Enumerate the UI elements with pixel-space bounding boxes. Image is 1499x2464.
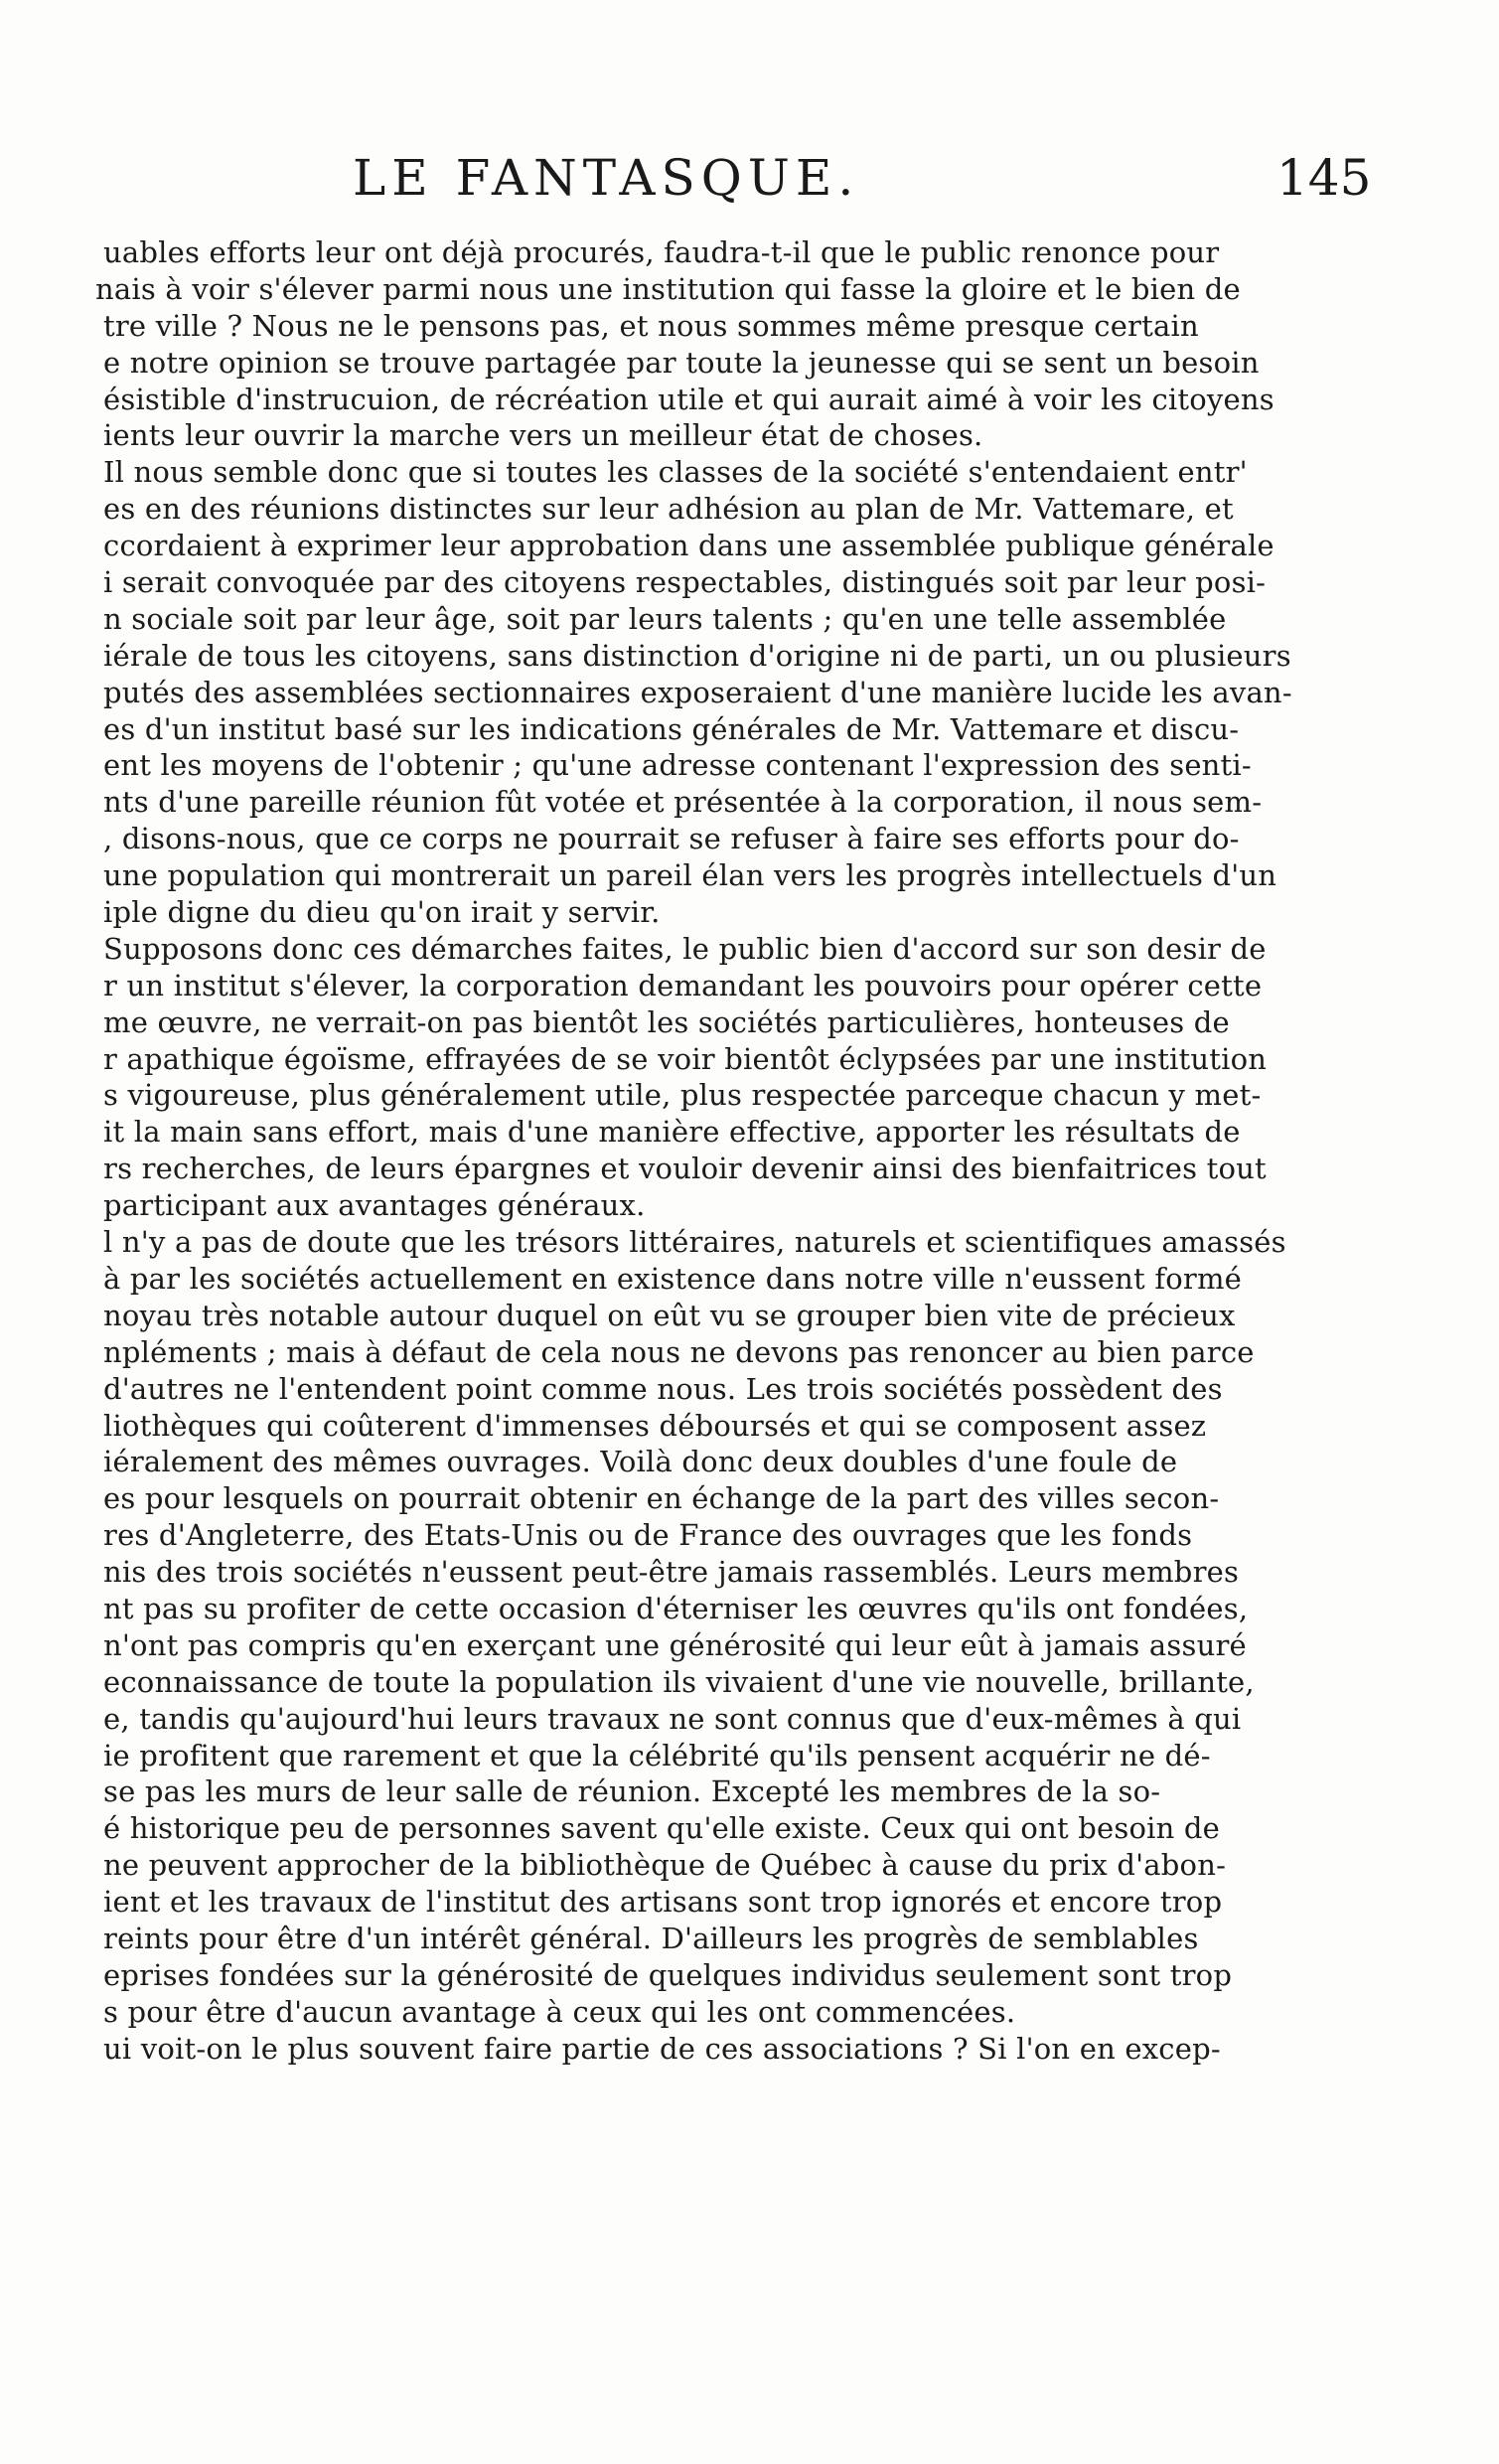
text-line: n'ont pas compris qu'en exerçant une générosité qui leur eût à jamais assuré: [103, 1627, 1247, 1662]
text-line: d'autres ne l'entendent point comme nous. Les trois sociétés possèdent des: [103, 1371, 1223, 1406]
text-line: é historique peu de personnes savent qu'elle existe. Ceux qui ont besoin de: [103, 1811, 1221, 1846]
text-line: nis des trois sociétés n'eussent peut-être jamais rassemblés. Leurs membres: [103, 1555, 1240, 1590]
text-line: res d'Angleterre, des Etats-Unis ou de France des ouvrages que les fonds: [103, 1518, 1193, 1553]
text-line: e notre opinion se trouve partagée par toute la jeunesse qui se sent un besoin: [103, 345, 1260, 380]
page-number: 145: [1276, 149, 1372, 207]
text-line: l n'y a pas de doute que les trésors littéraires, naturels et scientifiques amassés: [103, 1225, 1286, 1260]
text-line: ésistible d'instrucuion, de récréation utile et qui aurait aimé à voir les citoyens: [103, 382, 1274, 416]
text-line: es pour lesquels on pourrait obtenir en échange de la part des villes secon-: [103, 1481, 1220, 1516]
text-line: nt pas su profiter de cette occasion d'éterniser les œuvres qu'ils ont fondées,: [103, 1591, 1249, 1625]
text-line: econnaissance de toute la population ils vivaient d'une vie nouvelle, brillante,: [103, 1664, 1255, 1699]
text-line: ie profitent que rarement et que la célébrité qu'ils pensent acquérir ne dé-: [103, 1738, 1211, 1772]
text-line: iéralement des mêmes ouvrages. Voilà donc deux doubles d'une foule de: [103, 1445, 1178, 1479]
text-line: se pas les murs de leur salle de réunion. Excepté les membres de la so-: [103, 1774, 1161, 1809]
text-line: , disons-nous, que ce corps ne pourrait se refuser à faire ses efforts pour do-: [103, 822, 1240, 856]
text-line: Il nous semble donc que si toutes les classes de la société s'entendaient entr': [103, 455, 1248, 490]
text-line: s pour être d'aucun avantage à ceux qui les ont commencées.: [103, 1994, 1016, 2029]
text-line: eprises fondées sur la générosité de quelques individus seulement sont trop: [103, 1957, 1233, 1992]
text-line: Supposons donc ces démarches faites, le public bien d'accord sur son desir de: [103, 931, 1267, 966]
text-line: me œuvre, ne verrait-on pas bientôt les sociétés particulières, honteuses de: [103, 1004, 1230, 1039]
text-line: npléments ; mais à défaut de cela nous ne devons pas renoncer au bien parce: [103, 1334, 1255, 1369]
text-line: noyau très notable autour duquel on eût vu se grouper bien vite de précieux: [103, 1298, 1236, 1332]
text-line: nts d'une pareille réunion fût votée et présentée à la corporation, il nous sem-: [103, 785, 1263, 820]
text-line: à par les sociétés actuellement en existence dans notre ville n'eussent formé: [103, 1261, 1243, 1296]
text-line: ient et les travaux de l'institut des artisans sont trop ignorés et encore trop: [103, 1885, 1223, 1920]
page-header: [0, 149, 1499, 219]
text-line: tre ville ? Nous ne le pensons pas, et nous sommes même presque certain: [103, 308, 1199, 343]
text-line: putés des assemblées sectionnaires exposeraient d'une manière lucide les avan-: [103, 675, 1292, 709]
text-line: it la main sans effort, mais d'une manière effective, apporter les résultats de: [103, 1115, 1241, 1150]
text-line: r apathique égoïsme, effrayées de se voir bientôt éclypsées par une institution: [103, 1041, 1268, 1076]
text-line: participant aux avantages généraux.: [103, 1188, 646, 1223]
text-line: ne peuvent approcher de la bibliothèque de Québec à cause du prix d'abon-: [103, 1848, 1227, 1883]
text-line: i serait convoquée par des citoyens respectables, distingués soit par leur posi-: [103, 565, 1267, 600]
text-line: une population qui montrerait un pareil élan vers les progrès intellectuels d'un: [103, 858, 1277, 893]
body-text: [0, 234, 1499, 2068]
running-title: LE FANTASQUE.: [353, 149, 860, 207]
text-line: reints pour être d'un intérêt général. D'ailleurs les progrès de semblables: [103, 1921, 1199, 1955]
text-line: e, tandis qu'aujourd'hui leurs travaux ne sont connus que d'eux-mêmes à qui: [103, 1701, 1242, 1736]
text-line: ui voit-on le plus souvent faire partie de ces associations ? Si l'on en excep-: [103, 2031, 1221, 2066]
text-line: iple digne du dieu qu'on irait y servir.: [103, 895, 661, 930]
text-line: es en des réunions distinctes sur leur adhésion au plan de Mr. Vattemare, et: [103, 492, 1234, 527]
text-line: nais à voir s'élever parmi nous une institution qui fasse la gloire et le bien de: [95, 271, 1241, 306]
text-line: s vigoureuse, plus généralement utile, plus respectée parceque chacun y met-: [103, 1078, 1262, 1113]
text-line: uables efforts leur ont déjà procurés, faudra-t-il que le public renonce pour: [103, 235, 1220, 269]
text-line: ent les moyens de l'obtenir ; qu'une adresse contenant l'expression des senti-: [103, 748, 1252, 783]
text-line: iérale de tous les citoyens, sans distinction d'origine ni de parti, un ou plusieurs: [103, 638, 1291, 673]
text-line: ccordaient à exprimer leur approbation dans une assemblée publique générale: [103, 529, 1274, 563]
text-line: ients leur ouvrir la marche vers un meilleur état de choses.: [103, 418, 983, 453]
text-line: liothèques qui coûterent d'immenses déboursés et qui se composent assez: [103, 1408, 1207, 1443]
text-line: rs recherches, de leurs épargnes et vouloir devenir ainsi des bienfaitrices tout: [103, 1152, 1267, 1186]
text-line: n sociale soit par leur âge, soit par leurs talents ; qu'en une telle assemblée: [103, 601, 1227, 636]
text-line: es d'un institut basé sur les indications générales de Mr. Vattemare et discu-: [103, 711, 1240, 746]
text-line: r un institut s'élever, la corporation demandant les pouvoirs pour opérer cette: [103, 968, 1263, 1002]
